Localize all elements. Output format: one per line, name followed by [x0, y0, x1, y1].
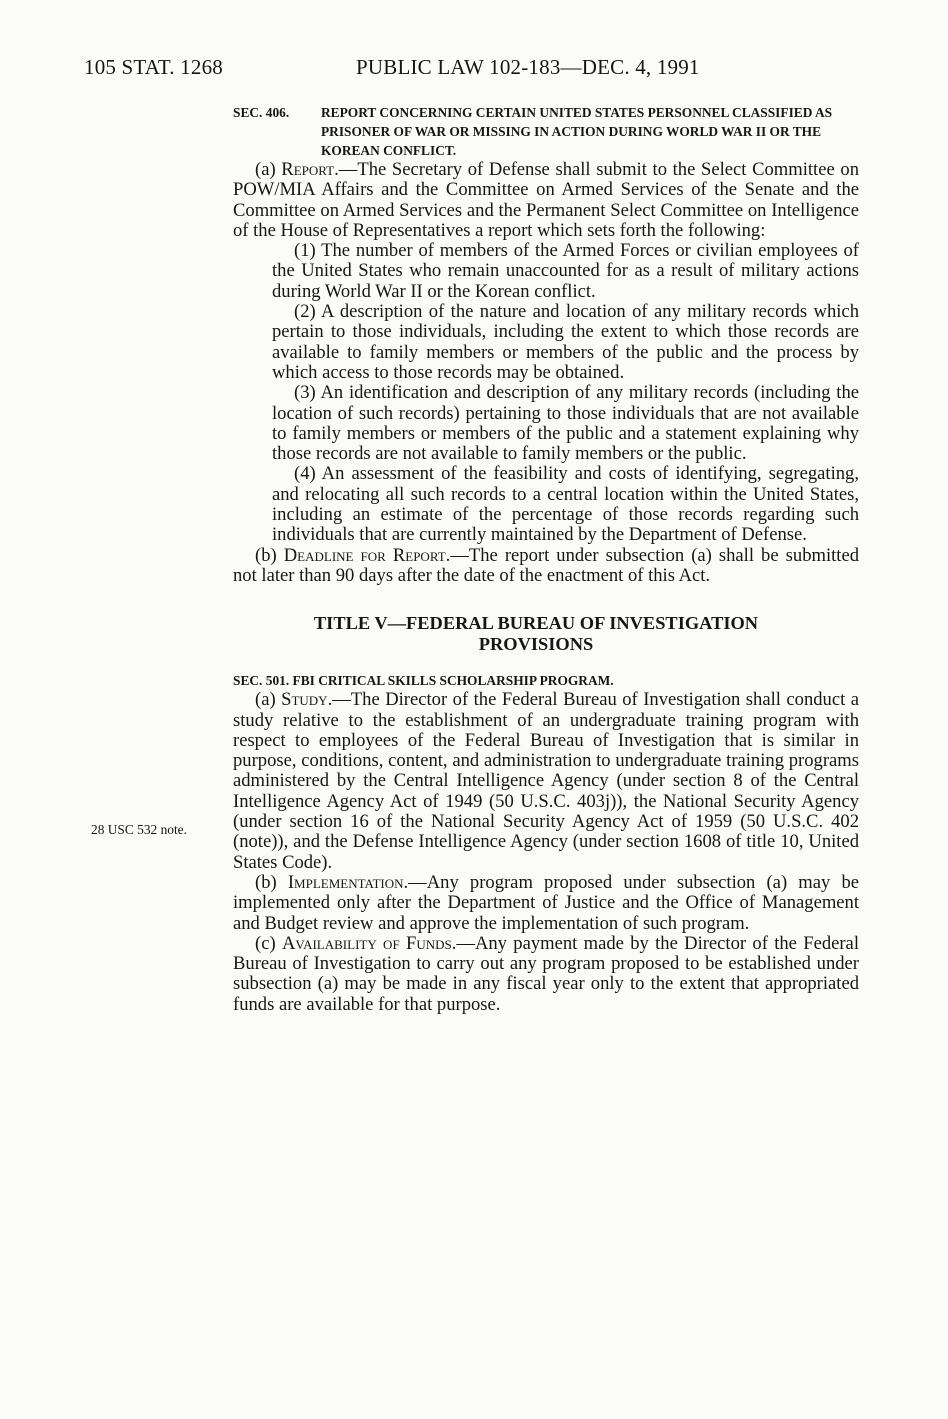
subsection-text: .—Any payment made by the Director of the Federal Bureau of Investigation to carry out any program proposed to be established under subsection (a) may be made in any fiscal year only to the extent that appropriated funds are available for that purpose. [233, 932, 859, 1015]
subsection-text: .—The Director of the Federal Bureau of Investigation shall conduct a study relative to the establishment of an undergraduate training program with respect to employees of the Federal Bureau of Investigation that is similar in purpose, conditions, content, and administration to undergraduate training programs administered by the Central Intelligence Agency (under section 8 of the Central Intelligence Agency Act of 1949 (50 U.S.C. 403j)), the National Security Agency (under section 16 of the National Security Agency Act of 1959 (50 U.S.C. 402 (note)), and the Defense Intelligence Agency (under section 1608 of title 10, United States Code). [233, 689, 859, 873]
title-line-1: TITLE V—FEDERAL BUREAU OF INVESTIGATION [313, 613, 759, 634]
subsection-406-b [233, 546, 859, 587]
subsection-label: (c) [255, 932, 282, 954]
stat-page-number: 105 STAT. 1268 [84, 55, 223, 79]
paragraph-text: (1) The number of members of the Armed Forces or civilian employees of the United States who remain unaccounted for as a result of military actions during World War II or the Korean conflict. [272, 240, 859, 302]
section-number: SEC. 406. [233, 105, 290, 120]
subsection-label: (a) [255, 159, 282, 180]
section-title: REPORT CONCERNING CERTAIN UNITED STATES PERSONNEL CLASSIFIED AS PRISONER OF WAR OR MISSING IN ACTION DURING WORLD WAR II OR THE KOREAN CONFLICT. [321, 105, 833, 158]
paragraph-text: (4) An assessment of the feasibility and costs of identifying, segregating, and relocating all such records to a central location within the United States, including an estimate of the percentage of those records regarding such individuals that are currently maintained by the Department of Defense. [272, 463, 859, 546]
paragraph-406-a-4 [272, 464, 859, 545]
section-406-heading [233, 103, 859, 160]
title-line-2: PROVISIONS [478, 634, 594, 655]
subsection-501-b [233, 873, 859, 934]
subsection-caption: Study [281, 689, 328, 711]
subsection-label: (b) [255, 544, 284, 566]
title-v-heading [233, 613, 859, 655]
section-number: SEC. 501. [233, 673, 290, 689]
subsection-406-a [233, 160, 859, 241]
section-title: FBI CRITICAL SKILLS SCHOLARSHIP PROGRAM. [292, 673, 614, 689]
subsection-caption: Report [281, 159, 335, 180]
subsection-text: .—Any program proposed under subsection (a) may be implemented only after the Department of Justice and the Office of Management and Budget review and approve the implementation of such program. [233, 871, 859, 934]
margin-note-usc: 28 USC 532 note. [91, 822, 187, 837]
statute-body [233, 103, 859, 1015]
public-law-citation: PUBLIC LAW 102-183—DEC. 4, 1991 [356, 55, 700, 79]
subsection-caption: Deadline for Report [283, 544, 446, 566]
subsection-label: (b) [255, 871, 288, 893]
subsection-501-a [233, 690, 859, 873]
paragraph-406-a-3 [272, 383, 859, 464]
paragraph-406-a-2 [272, 302, 859, 383]
section-501-heading [233, 671, 859, 690]
subsection-caption: Implementation [287, 871, 404, 893]
subsection-text: .—The report under subsection (a) shall be submitted not later than 90 days after the date of the enactment of this Act. [233, 544, 859, 586]
paragraph-406-a-1 [272, 241, 859, 302]
subsection-501-c [233, 934, 859, 1015]
paragraph-text: (2) A description of the nature and location of any military records which pertain to those individuals, including the extent to which those records are available to family members or members of the public and the process by which access to those records may be obtained. [272, 301, 859, 383]
subsection-caption: Availability of Funds [281, 932, 452, 954]
subsection-label: (a) [255, 689, 282, 711]
paragraph-text: (3) An identification and description of any military records (including the location of such records) pertaining to those individuals that are not available to family members or members of the public and a statement explaining why those records are not available to family members or the public. [272, 382, 859, 465]
subsection-text: .—The Secretary of Defense shall submit to the Select Committee on POW/MIA Affairs and the Committee on Armed Services of the Senate and the Committee on Armed Services and the Permanent Select Committee on Intelligence of the House of Representatives a report which sets forth the following: [233, 159, 859, 241]
